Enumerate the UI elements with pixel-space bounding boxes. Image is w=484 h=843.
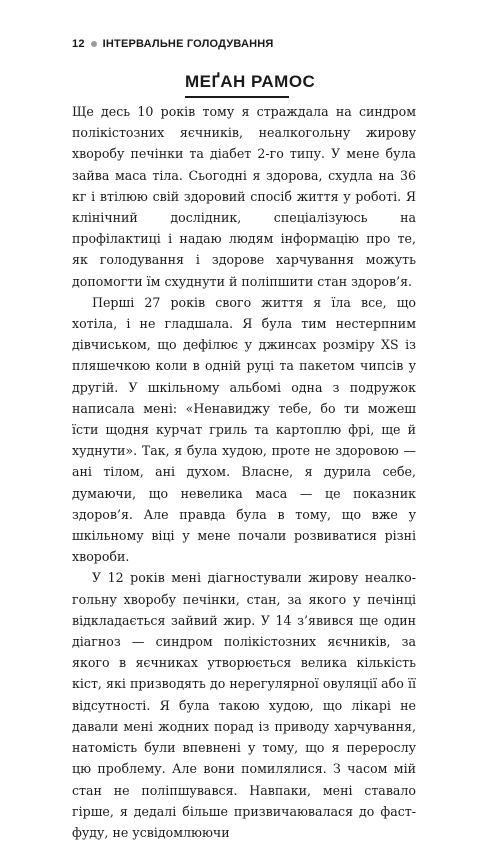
running-title: ІНТЕРВАЛЬНЕ ГОЛОДУВАННЯ xyxy=(102,38,274,50)
page-number: 12 xyxy=(72,38,85,50)
running-head xyxy=(72,38,274,50)
section-title: МЕҐАН РАМОС xyxy=(185,72,289,98)
paragraph-3: У 12 років мені діагностували жирову неалкогольну хворобу печінки, стан, за якого у печінці відкладається зайвий жир. У 14 з’явився ще один діагноз — синдром полікістозних яєчників, за якого в яєчниках утворюється велика кількість кіст, які призводять до нерегулярної овуляції або її відсутності. Я була такою худою, що лікарі не давали мені жодних порад із приводу харчування, натомість були впевнені у тому, що я перерослу цю проблему. Але вони помилялися. З часом мій стан не поліпшувався. Навпаки, мені ставало гірше, я дедалі більше призвичаювалася до фаст-фуду, не усвідомлюючи xyxy=(72,570,416,840)
bullet-dot-icon xyxy=(91,41,97,47)
paragraph-2: Перші 27 років свого життя я їла все, що хотіла, і не гладшала. Я була тим нестерпним дівчиськом, що дефілює у джинсах розміру XS із пляшечкою коли в одній руці та пакетом чипсів у другій. У шкільному альбомі одна з подружок написала мені: «Ненавиджу тебе, бо ти можеш їсти щодня курчат гриль та картоплю фрі, ще й худнути». Так, я була худою, проте не здоровою — ані тілом, ані духом. Власне, я дурила себе, думаючи, що невeлика маса — це показник здоров’я. Але правда була в тому, що вже у шкільному віці у мене почали розвиватися різні хвороби. xyxy=(72,294,416,565)
body-text xyxy=(72,101,416,843)
paragraph-1: Ще десь 10 років тому я страждала на синдром полікістозних яєчників, неалкогольну жирову хворобу печінки та діабет 2-го типу. У мене була зайва маса тіла. Сьогодні я здорова, схудла на 36 кг і втілюю свій здоровий спосіб життя у роботі. Я клінічний дослідник, спеціалізуюсь на профілактиці і надаю людям інформацію про те, як голодування і здорове харчування можуть допомогти їм схуднути й поліпшити стан здоров’я. xyxy=(72,104,416,289)
